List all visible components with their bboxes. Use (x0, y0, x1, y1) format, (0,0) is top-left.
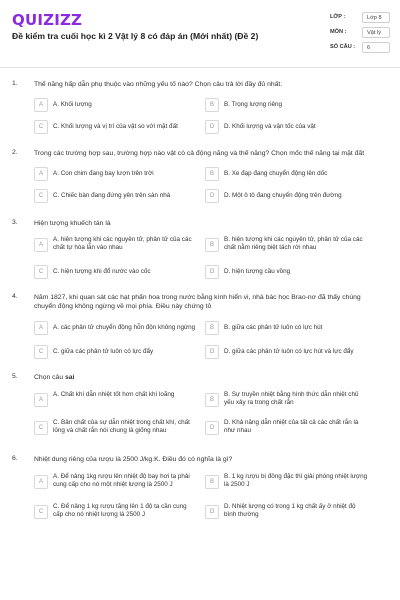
option-text: D. Khả năng dẫn nhiệt của tất cả các chất rắn là như nhau (224, 419, 359, 435)
option-letter: D (205, 345, 219, 359)
option-letter: A (34, 167, 48, 181)
option-text: A. Để nâng 1kg rượu lên nhiệt độ bay hơi ta phải cung cấp cho nó một nhiệt lượng là 2500 J (53, 473, 190, 489)
option-text: D. Một ô tô đang chuyển động trên đường (224, 192, 342, 199)
option-letter: C (34, 189, 48, 203)
option-text: B. giữa các phân tử luôn có lực hút (224, 324, 323, 331)
divider (0, 67, 400, 68)
question-number: 6. (12, 455, 18, 462)
question-text: Nhiệt dung riêng của rượu là 2500 J/kg.K. Điều đó có nghĩa là gì? (34, 456, 233, 463)
question-text: Thế năng hấp dẫn phụ thuộc vào những yếu tố nào? Chọn câu trả lời đầy đủ nhất. (34, 81, 283, 88)
option-letter: D (205, 505, 219, 519)
question-number: 3. (12, 219, 18, 226)
option-text: D. hiện tượng cầu vồng (224, 268, 291, 275)
question-text: Năm 1827, khi quan sát các hạt phấn hoa trong nước bằng kính hiển vi, nhà bác học Brao-nơ đã thấy chúng chuyển động không ngừng về mọi phía. Điều này chứng tỏ (34, 294, 361, 310)
question-number: 1. (12, 80, 18, 87)
option-letter: C (34, 265, 48, 279)
option-text: C. giữa các phân tử luôn có lực đẩy (53, 348, 154, 355)
question-text (34, 373, 384, 382)
info-label: LỚP : (330, 14, 346, 20)
quizizz-logo: QUIZIZZ (12, 11, 83, 29)
option-text: B. hiện tượng khi các nguyên tử, phân tử của các chất nằm riêng biệt tách rời nhau (224, 236, 363, 252)
option-letter: B (205, 475, 219, 489)
option-text: A. Chất khí dẫn nhiệt tốt hơn chất khí loãng (53, 391, 175, 398)
option-text: D. giữa các phân tử luôn có lực hút và lực đẩy (224, 348, 354, 355)
option-letter: A (34, 98, 48, 112)
option-text: C. hiện tượng khi đổ nước vào cốc (53, 268, 151, 275)
option-letter: B (205, 167, 219, 181)
info-panel (330, 12, 388, 57)
option-letter: B (205, 321, 219, 335)
option-letter: C (34, 345, 48, 359)
option-text: C. Để nâng 1 kg rượu tăng lên 1 độ ta cần cung cấp cho nó nhiệt lượng là 2500 J (53, 503, 187, 519)
option-letter: B (205, 393, 219, 407)
option-letter: B (205, 238, 219, 252)
option-text: C. Chiếc bàn đang đứng yên trên sàn nhà (53, 192, 171, 199)
info-row-class (330, 12, 388, 27)
option-text: B. 1 kg rượu bị đông đặc thì giải phóng nhiệt lượng là 2500 J (224, 473, 368, 489)
question-text: Hiện tượng khuếch tán là (34, 220, 111, 227)
option-letter: D (205, 265, 219, 279)
info-label: SỐ CÂU : (330, 44, 356, 50)
info-row-subject (330, 27, 388, 42)
question-text: Trong các trường hợp sau, trường hợp nào vật có cả động năng và thế năng? Chọn mốc thế năng tại mặt đất (34, 150, 365, 157)
option-text: D. Nhiệt lượng có trong 1 kg chất ấy ở nhiệt độ bình thường (224, 503, 356, 519)
option-letter: A (34, 393, 48, 407)
option-text: B. Xe đạp đang chuyển động lên dốc (224, 170, 328, 177)
option-text: B. Sự truyền nhiệt bằng hình thức dẫn nhiệt chủ yếu xảy ra trong chất rắn (224, 391, 359, 407)
question-number: 4. (12, 293, 18, 300)
question-text-prefix: Chọn câu (34, 374, 65, 381)
info-value: Vật lý (362, 27, 390, 38)
option-text: D. Khối lượng và vận tốc của vật (224, 123, 316, 130)
option-text: A. hiện tượng khi các nguyên tử, phân tử của các chất tự hòa lẫn vào nhau (53, 236, 192, 252)
option-text: C. Khối lượng và vị trí của vật so với mặt đất (53, 123, 178, 130)
option-text: A. các phân tử chuyển động hỗn độn không ngừng (53, 324, 196, 331)
option-letter: D (205, 421, 219, 435)
info-value: Lớp 8 (362, 12, 390, 23)
option-letter: C (34, 505, 48, 519)
option-letter: C (34, 120, 48, 134)
option-letter: D (205, 120, 219, 134)
option-letter: A (34, 321, 48, 335)
info-row-count (330, 42, 388, 57)
question-number: 5. (12, 373, 18, 380)
option-text: C. Bản chất của sự dẫn nhiệt trong chất khí, chất lỏng và chất rắn nói chung là giống nhau (53, 419, 190, 435)
option-letter: B (205, 98, 219, 112)
option-text: B. Trọng lượng riêng (224, 101, 283, 108)
info-value: 6 (362, 42, 390, 53)
option-letter: C (34, 421, 48, 435)
option-letter: A (34, 475, 48, 489)
question-number: 2. (12, 149, 18, 156)
option-letter: A (34, 238, 48, 252)
info-label: MÔN : (330, 29, 347, 35)
option-text: A. Khối lượng (53, 101, 92, 108)
page-title: Đề kiểm tra cuối học kì 2 Vật lý 8 có đáp án (Mới nhất) (Đề 2) (12, 31, 259, 41)
option-text: A. Con chim đang bay lượn trên trời (53, 170, 154, 177)
option-letter: D (205, 189, 219, 203)
question-text-emphasis: sai (64, 374, 75, 381)
